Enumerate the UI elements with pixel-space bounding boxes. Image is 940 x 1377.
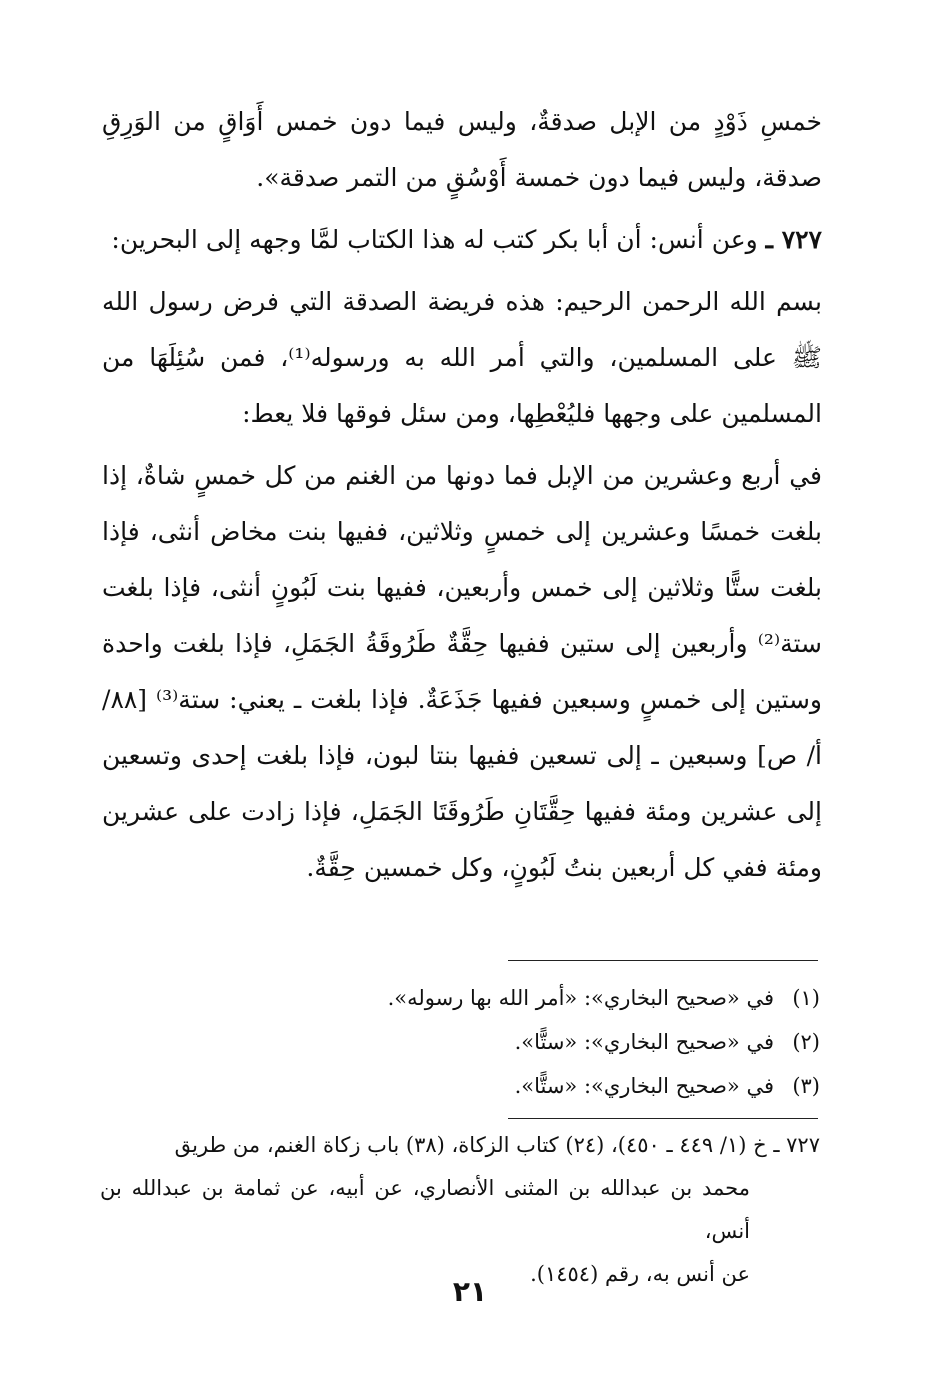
takhrij-separator: [508, 1118, 818, 1119]
hadith-727-intro: [102, 212, 822, 268]
takhrij-line-1: ٧٢٧ ـ خ (١/ ٤٤٩ ـ ٤٥٠)، (٢٤) كتاب الزكاة، (٣٨) باب زكاة الغنم، من طريق: [174, 1133, 820, 1157]
paragraph-continuation: خمسِ ذَوْدٍ من الإبل صدقةٌ، وليس فيما دون خمس أَوَاقٍ من الوَرِقِ صدقة، وليس فيما دون خمسة أَوْسُقٍ من التمر صدقة».: [102, 107, 822, 192]
footnotes: [350, 976, 820, 1108]
footnote-text: في «صحيح البخاري»: «ستًّا».: [514, 1030, 774, 1054]
letter-opening: بسم الله الرحمن الرحيم: هذه فريضة الصدقة التي فرض رسول الله ﷺ على المسلمين، والتي أمر الله به ورسوله⁽¹⁾، فمن سُئِلَهَا من المسلمين على وجهها فليُعْطِها، ومن سئل فوقها فلا يعط:: [102, 287, 822, 428]
takhrij-line-3: عن أنس به، رقم (١٤٥٤).: [530, 1262, 750, 1286]
takhrij-line-2: محمد بن عبدالله بن المثنى الأنصاري، عن أبيه، عن ثمامة بن عبدالله بن أنس،: [100, 1176, 750, 1243]
footnote-number: (٣): [792, 1074, 820, 1098]
footnote-number: (٢): [792, 1030, 820, 1054]
hadith-number: ٧٢٧ ـ: [765, 225, 822, 254]
page-number: ٢١: [452, 1275, 488, 1308]
footnote-text: في «صحيح البخاري»: «أمر الله بها رسوله».: [387, 986, 774, 1010]
main-text: [102, 94, 822, 896]
footnote-3: [350, 1064, 820, 1108]
hadith-727-text: وعن أنس: أن أبا بكر كتب له هذا الكتاب لمَّا وجهه إلى البحرين:: [111, 225, 766, 254]
footnote-2: [350, 1020, 820, 1064]
takhrij-note: [100, 1124, 820, 1296]
zakat-camels-paragraph: في أربع وعشرين من الإبل فما دونها من الغنم من كل خمسٍ شاةٌ، إذا بلغت خمسًا وعشرين إلى خمسٍ وثلاثين، ففيها بنت مخاض أنثى، فإذا بلغت ستًّا وثلاثين إلى خمس وأربعين، ففيها بنت لَبُونٍ أنثى، فإذا بلغت ستة⁽²⁾ وأربعين إلى ستين ففيها حِقَّةٌ طَرُوقَةُ الجَمَلِ، فإذا بلغت واحدة وستين إلى خمسٍ وسبعين ففيها جَذَعَةٌ. فإذا بلغت ـ يعني: ستة⁽³⁾ [٨٨/ أ/ ص] وسبعين ـ إلى تسعين ففيها بنتا لبون، فإذا بلغت إحدى وتسعين إلى عشرين ومئة ففيها حِقَّتَانِ طَرُوقَتَا الجَمَلِ، فإذا زادت على عشرين ومئة ففي كل أربعين بنتُ لَبُونٍ، وكل خمسين حِقَّةٌ.: [102, 461, 822, 882]
footnote-text: في «صحيح البخاري»: «ستًّا».: [514, 1074, 774, 1098]
footnote-1: [350, 976, 820, 1020]
footnote-number: (١): [792, 986, 820, 1010]
footnote-separator: [508, 960, 818, 961]
